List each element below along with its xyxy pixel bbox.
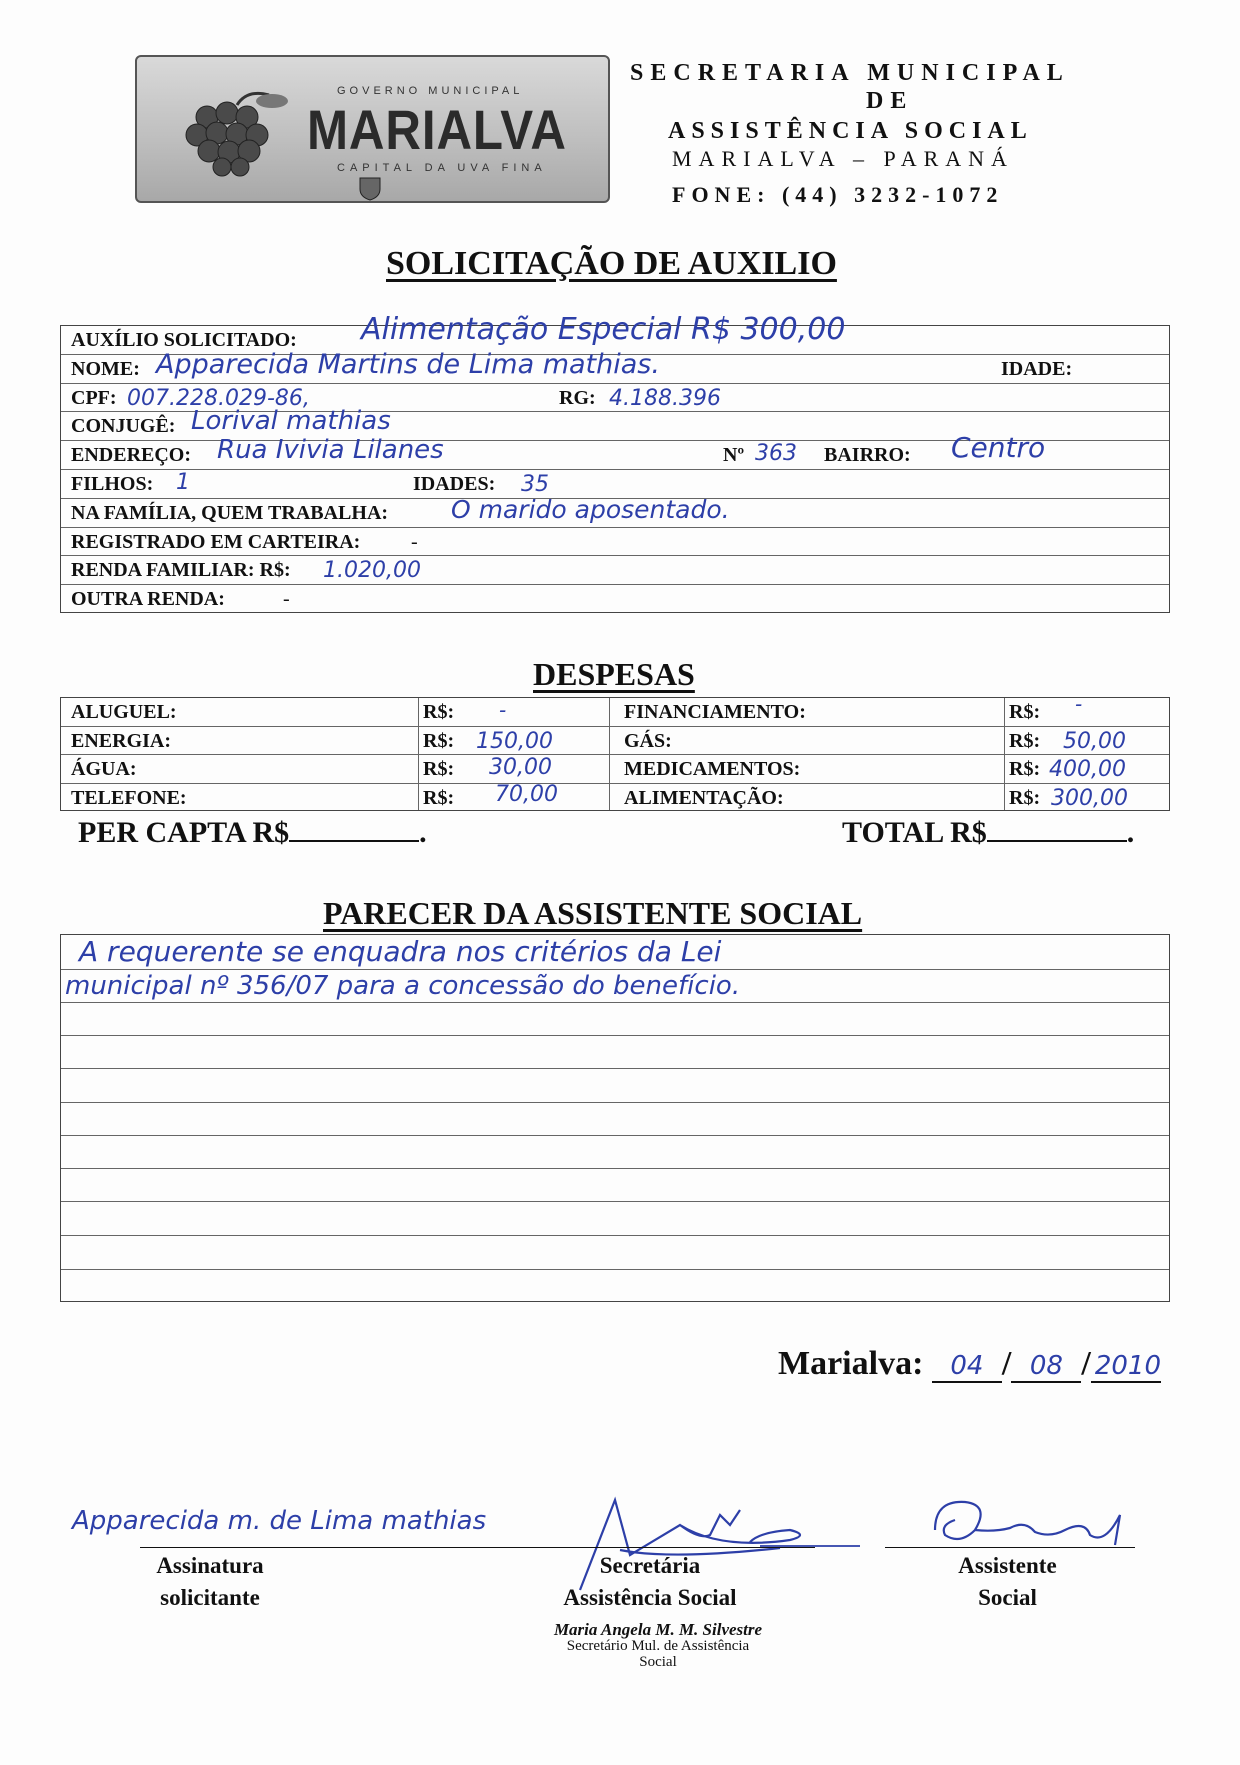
bairro-label: BAIRRO: — [824, 444, 911, 467]
assistente-signature-line — [885, 1547, 1135, 1548]
outra-renda-label: OUTRA RENDA: — [71, 588, 225, 611]
currency-label: R$: — [1009, 786, 1041, 809]
expense-row — [61, 692, 1169, 727]
auxilio-value[interactable]: Alimentação Especial R$ 300,00 — [361, 312, 846, 347]
date-day[interactable]: 04 — [932, 1351, 1002, 1383]
expense-value[interactable]: 70,00 — [495, 781, 558, 807]
expense-value[interactable]: 300,00 — [1051, 785, 1128, 811]
form-row-trabalha — [61, 494, 1169, 528]
parecer-line-2[interactable]: municipal nº 356/07 para a concessão do benefício. — [65, 971, 741, 1001]
per-capta-field: PER CAPTA R$ . — [78, 816, 427, 849]
logo-subtitle: CAPITAL DA UVA FINA — [337, 162, 547, 174]
header-line-2: DE — [866, 88, 914, 114]
nome-label: NOME: — [71, 357, 140, 380]
expense-row — [61, 781, 1169, 813]
parecer-box — [60, 934, 1170, 1302]
expense-value[interactable]: 50,00 — [1063, 728, 1126, 754]
date-field: Marialva: 04 / 08 / 2010 — [778, 1345, 1161, 1382]
conjuge-value[interactable]: Lorival mathias — [191, 406, 391, 437]
total-label: TOTAL R$ — [842, 816, 987, 849]
cpf-label: CPF: — [71, 386, 117, 409]
trabalha-label: NA FAMÍLIA, QUEM TRABALHA: — [71, 501, 389, 524]
registrado-value[interactable]: - — [411, 530, 418, 553]
form-row-nome — [61, 348, 1169, 384]
renda-label: RENDA FAMILIAR: R$: — [71, 559, 291, 582]
despesas-title: DESPESAS — [533, 656, 695, 692]
form-row-outra-renda — [61, 585, 1169, 614]
currency-label: R$: — [1009, 701, 1041, 723]
total-field: TOTAL R$ . — [842, 816, 1135, 849]
nome-value[interactable]: Apparecida Martins de Lima mathias. — [156, 348, 660, 380]
rg-label: RG: — [559, 386, 596, 409]
marialva-logo — [135, 55, 610, 203]
registrado-label: REGISTRADO EM CARTEIRA: — [71, 530, 361, 553]
parecer-line-1[interactable]: A requerente se enquadra nos critérios da Lei — [79, 935, 722, 968]
header-phone: FONE: (44) 3232-1072 — [672, 182, 1004, 207]
rg-value[interactable]: 4.188.396 — [609, 385, 721, 411]
currency-label: R$: — [423, 786, 455, 809]
cpf-value[interactable]: 007.228.029-86, — [127, 385, 310, 411]
solicitante-label: Assinatura solicitante — [156, 1553, 264, 1610]
trabalha-value[interactable]: O marido aposentado. — [451, 494, 730, 524]
date-label: Marialva: — [778, 1345, 924, 1382]
idades-value[interactable]: 35 — [521, 472, 549, 497]
form-row-registrado — [61, 528, 1169, 557]
secretaria-signature-line — [540, 1547, 815, 1548]
stamp-role-2: Social — [639, 1654, 677, 1670]
currency-label: R$: — [423, 729, 455, 752]
expense-label: ENERGIA: — [71, 729, 172, 752]
auxilio-label: AUXÍLIO SOLICITADO: — [71, 329, 297, 351]
endereco-label: ENDEREÇO: — [71, 444, 192, 467]
per-capta-blank[interactable] — [289, 814, 419, 842]
currency-label: R$: — [1009, 729, 1041, 752]
expense-value[interactable]: 400,00 — [1049, 757, 1126, 782]
idades-label: IDADES: — [413, 473, 496, 495]
expense-label: TELEFONE: — [71, 786, 187, 809]
renda-value[interactable]: 1.020,00 — [323, 558, 421, 584]
parecer-title: PARECER DA ASSISTENTE SOCIAL — [323, 895, 863, 931]
date-year[interactable]: 2010 — [1091, 1351, 1161, 1383]
secretary-stamp — [548, 1622, 768, 1670]
expense-row — [61, 727, 1169, 756]
stamp-name: Maria Angela M. M. Silvestre — [553, 1620, 763, 1639]
conjuge-label: CONJUGÊ: — [71, 415, 176, 438]
applicant-form — [60, 312, 1170, 613]
header-line-1: SECRETARIA MUNICIPAL — [630, 60, 1070, 86]
form-row-endereco — [61, 431, 1169, 470]
logo-government-text: GOVERNO MUNICIPAL — [337, 85, 524, 97]
per-capta-label: PER CAPTA R$ — [78, 816, 290, 849]
currency-label: R$: — [423, 701, 455, 723]
currency-label: R$: — [1009, 758, 1041, 780]
outra-renda-value[interactable]: - — [283, 588, 290, 611]
filhos-value[interactable]: 1 — [176, 470, 190, 495]
idade-label: IDADE: — [1001, 357, 1073, 380]
header-line-3: ASSISTÊNCIA SOCIAL — [668, 118, 1033, 144]
secretaria-label: Secretária Assistência Social — [563, 1553, 737, 1610]
date-month[interactable]: 08 — [1011, 1351, 1081, 1383]
assistente-label: Assistente Social — [958, 1553, 1057, 1610]
logo-city-name: MARIALVA — [307, 98, 567, 161]
numero-value[interactable]: 363 — [755, 441, 797, 467]
filhos-label: FILHOS: — [71, 473, 154, 495]
stamp-role: Secretário Mul. de Assistência — [566, 1638, 750, 1654]
total-blank[interactable] — [987, 814, 1127, 842]
expense-value[interactable]: 30,00 — [489, 755, 552, 780]
expense-value[interactable]: - — [499, 698, 507, 722]
expense-label: ÁGUA: — [71, 758, 137, 780]
page-title: SOLICITAÇÃO DE AUXILIO — [386, 245, 837, 282]
expense-label: ALUGUEL: — [71, 701, 177, 723]
expense-label: ALIMENTAÇÃO: — [624, 786, 784, 809]
endereco-value[interactable]: Rua Ivivia Lilanes — [217, 435, 444, 466]
form-row-renda — [61, 556, 1169, 585]
bairro-value[interactable]: Centro — [951, 431, 1046, 465]
expense-value[interactable]: - — [1075, 692, 1083, 716]
solicitante-signature: Apparecida m. de Lima mathias — [72, 1506, 487, 1536]
expense-value[interactable]: 150,00 — [476, 728, 553, 754]
crest-icon — [357, 175, 383, 201]
currency-label: R$: — [423, 758, 455, 780]
header-line-4: MARIALVA – PARANÁ — [672, 146, 1014, 171]
expenses-table — [60, 692, 1170, 811]
expense-row — [61, 755, 1169, 784]
numero-label: Nº — [723, 444, 745, 467]
expense-label: GÁS: — [624, 729, 672, 752]
expense-label: FINANCIAMENTO: — [624, 701, 806, 723]
grapes-icon — [177, 87, 297, 177]
expense-label: MEDICAMENTOS: — [624, 758, 801, 780]
